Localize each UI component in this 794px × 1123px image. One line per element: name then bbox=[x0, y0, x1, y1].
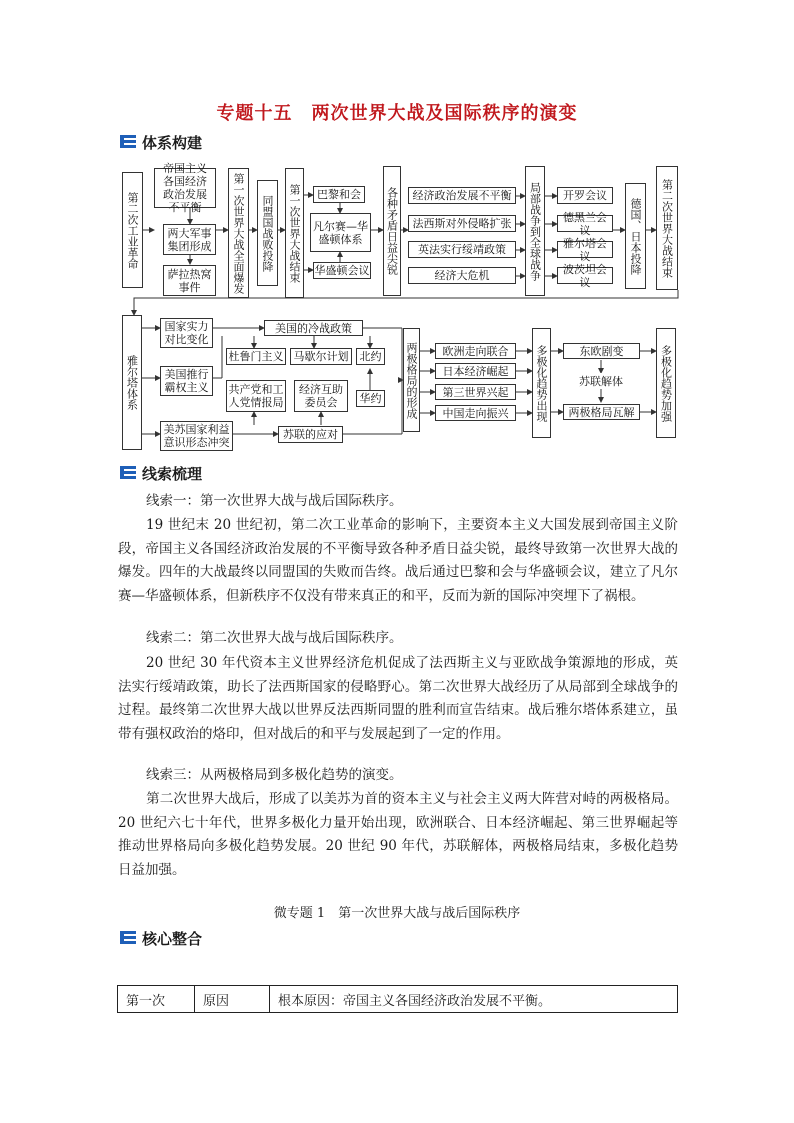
box-east-europe-change: 东欧剧变 bbox=[563, 343, 640, 359]
box-cold-war-policy: 美国的冷战政策 bbox=[264, 320, 363, 336]
box-china-revival: 中国走向振兴 bbox=[435, 405, 516, 421]
box-multipolar-emerge: 多极化趋势出现 bbox=[532, 328, 551, 438]
clue-1-body bbox=[118, 514, 678, 608]
box-allies-defeat: 同盟国战败投降 bbox=[257, 180, 278, 286]
box-great-depression: 经济大危机 bbox=[408, 267, 516, 284]
box-bipolar-end: 两极格局瓦解 bbox=[563, 404, 640, 420]
box-interest-conflict: 美苏国家利益意识形态冲突 bbox=[160, 421, 233, 451]
section-header-core bbox=[120, 929, 202, 947]
box-bipolar-formation: 两极格局的形成 bbox=[403, 328, 420, 432]
box-warsaw-pact: 华约 bbox=[356, 390, 385, 407]
clue-3-body bbox=[118, 788, 678, 882]
section-title: 核心整合 bbox=[142, 929, 203, 948]
table-cell: 第一次 bbox=[118, 986, 195, 1013]
box-ww1-outbreak: 第一次世界大战全面爆发 bbox=[228, 168, 249, 298]
section-icon bbox=[120, 466, 136, 480]
box-yalta-system: 雅尔塔体系 bbox=[122, 315, 142, 450]
box-cairo: 开罗会议 bbox=[557, 187, 613, 204]
box-hegemony: 美国推行霸权主义 bbox=[160, 366, 213, 396]
box-power-change: 国家实力对比变化 bbox=[160, 318, 213, 348]
box-military-blocs: 两大军事集团形成 bbox=[163, 224, 216, 255]
box-cominform: 共产党和工人党情报局 bbox=[226, 380, 286, 412]
table-cell: 原因 bbox=[195, 986, 270, 1013]
section-title: 体系构建 bbox=[142, 133, 203, 152]
box-third-world: 第三世界兴起 bbox=[435, 384, 516, 400]
clue-3-title bbox=[118, 764, 678, 788]
box-tehran: 德黑兰会议 bbox=[557, 215, 613, 232]
box-econ-imbalance: 经济政治发展不平衡 bbox=[408, 187, 516, 204]
box-ww1-end: 第一次世界大战结束 bbox=[285, 168, 304, 298]
box-contradictions: 各种矛盾日益尖锐 bbox=[383, 166, 401, 296]
box-european-union: 欧洲走向联合 bbox=[435, 343, 516, 359]
box-paris-conference: 巴黎和会 bbox=[313, 186, 365, 203]
box-imbalance: 帝国主义各国经济政治发展不平衡 bbox=[154, 168, 216, 208]
clue-text: 线索三：从两极格局到多极化趋势的演变。 bbox=[146, 767, 403, 783]
clue-text: 第二次世界大战后，形成了以美苏为首的资本主义与社会主义两大阵营对峙的两极格局。20 世纪六七十年代，世界多极化力量开始出现，欧洲联合、日本经济崛起、第三世界崛起等推动世界格局向多极化趋势发展。20 世纪 90 年代，苏联解体，两极格局结束，多极化趋势日益加强。 bbox=[118, 791, 678, 878]
page-title: 专题十五 两次世界大战及国际秩序的演变 bbox=[216, 103, 578, 124]
box-local-to-global: 局部战争到全球战争 bbox=[525, 166, 545, 296]
box-soviet-response: 苏联的应对 bbox=[278, 426, 343, 443]
subtopic-title: 微专题 1 第一次世界大战与战后国际秩序 bbox=[273, 906, 521, 921]
table-row bbox=[118, 986, 678, 1013]
clue-2-body bbox=[118, 652, 678, 746]
box-multipolar-strong: 多极化趋势加强 bbox=[656, 328, 676, 438]
clue-text: 线索一：第一次世界大战与战后国际秩序。 bbox=[146, 493, 403, 509]
box-ww2-end: 第二次世界大战结束 bbox=[656, 166, 678, 290]
box-nato: 北约 bbox=[356, 348, 385, 365]
box-comecon: 经济互助委员会 bbox=[294, 380, 348, 412]
box-sarajevo: 萨拉热窝事件 bbox=[163, 265, 216, 296]
box-japan-rise: 日本经济崛起 bbox=[435, 363, 516, 379]
clue-text: 线索二：第二次世界大战与战后国际秩序。 bbox=[146, 630, 403, 646]
box-versailles-washington: 凡尔赛—华盛顿体系 bbox=[310, 213, 371, 252]
box-fascist-expansion: 法西斯对外侵略扩张 bbox=[408, 215, 516, 232]
section-icon bbox=[120, 931, 136, 945]
section-title: 线索梳理 bbox=[142, 464, 203, 483]
core-table bbox=[117, 985, 678, 1013]
box-washington-conference: 华盛顿会议 bbox=[314, 264, 370, 277]
table-cell: 根本原因：帝国主义各国经济政治发展不平衡。 bbox=[270, 986, 678, 1013]
box-yalta-conference: 雅尔塔会议 bbox=[557, 241, 613, 258]
box-truman-doctrine: 杜鲁门主义 bbox=[226, 348, 286, 365]
clue-2-title bbox=[118, 627, 678, 651]
box-potsdam: 波茨坦会议 bbox=[557, 267, 613, 284]
clue-text: 20 世纪 30 年代资本主义世界经济危机促成了法西斯主义与亚欧战争策源地的形成，英法实行绥靖政策，助长了法西斯国家的侵略野心。第二次世界大战经历了从局部到全球战争的过程。最终第二次世界大战以世界反法西斯同盟的胜利而宣告结束。战后雅尔塔体系建立，虽带有强权政治的烙印，但对战后的和平与发展起到了一定的作用。 bbox=[118, 655, 678, 742]
clue-text: 19 世纪末 20 世纪初，第二次工业革命的影响下，主要资本主义大国发展到帝国主义阶段，帝国主义各国经济政治发展的不平衡导致各种矛盾日益尖锐，最终导致第一次世界大战的爆发。四年的大战最终以同盟国的失败而告终。战后通过巴黎和会与华盛顿会议，建立了凡尔赛—华盛顿体系，但新秩序不仅没有带来真正的和平，反而为新的国际冲突埋下了祸根。 bbox=[118, 517, 678, 604]
section-header-clues bbox=[120, 464, 202, 482]
box-surrender: 德国、日本投降 bbox=[625, 183, 646, 289]
clue-1-title bbox=[118, 490, 678, 514]
box-industrial-revolution: 第二次工业革命 bbox=[122, 172, 143, 288]
box-ussr-collapse: 苏联解体 bbox=[576, 373, 626, 389]
box-appeasement: 英法实行绥靖政策 bbox=[408, 241, 516, 258]
box-marshall-plan: 马歇尔计划 bbox=[290, 348, 352, 365]
